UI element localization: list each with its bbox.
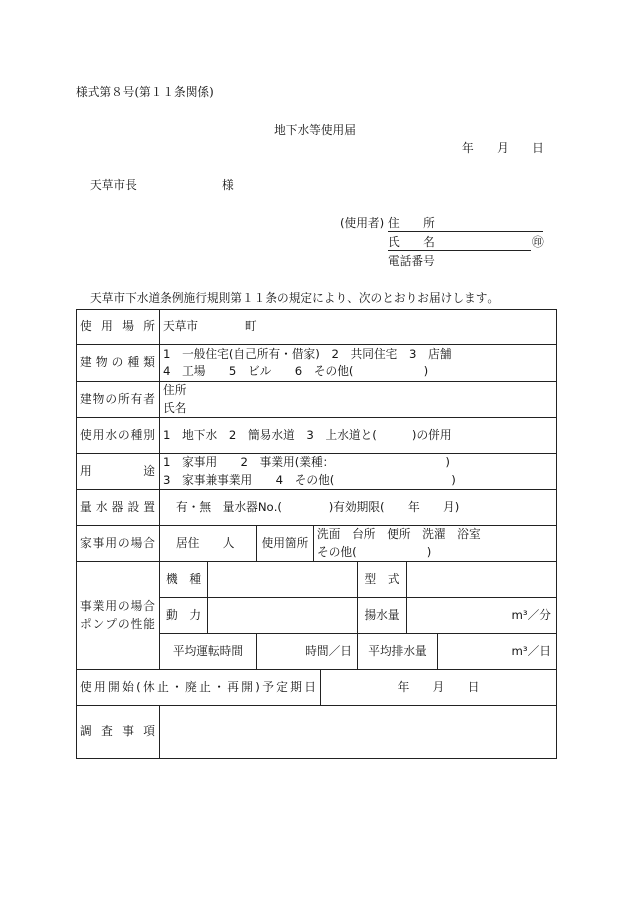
household-places-line2: その他( ): [317, 544, 432, 559]
usage-options-cell: [160, 454, 556, 489]
building-owner-label: 建物の所有者: [80, 391, 155, 406]
water-type-label: 使用水の種別: [80, 427, 155, 442]
pump-hours-label-cell: [160, 634, 256, 669]
building-type-label: 建 物 の 種 類: [80, 355, 155, 370]
applicant-name-label: 氏 名: [388, 235, 435, 249]
application-table: [76, 309, 557, 759]
pump-discharge-label: 平均排水量: [368, 643, 427, 658]
survey-value-field: [160, 706, 556, 758]
water-type-options: 1 地下水 2 簡易水道 3 上水道と( )の併用: [163, 427, 452, 442]
building-type-options-line2: 4 工場 5 ビル 6 その他( ): [163, 364, 429, 378]
applicant-address-line: [388, 231, 543, 232]
pump-pumping-unit: m³／分: [511, 607, 551, 622]
pump-pumping-value-field: [407, 598, 556, 633]
applicant-phone-label: 電話番号: [388, 254, 435, 268]
start-date-label: 使用開始(休止・廃止・再開)予定期日: [80, 679, 316, 694]
pump-type-label-cell: [358, 562, 406, 597]
household-label: 家事用の場合: [80, 535, 155, 550]
household-residents-cell: [160, 526, 256, 561]
start-date-value-cell: [321, 670, 556, 705]
pump-label-cell: [77, 562, 159, 669]
usage-options-line2: 3 家事兼事業用 4 その他( ): [163, 472, 456, 487]
usage-label: 用 途: [80, 463, 155, 478]
pump-model-label-cell: [160, 562, 207, 597]
start-date-value: 年 月 日: [397, 679, 480, 694]
applicant-address-label: 住 所: [388, 216, 435, 230]
pump-type-value-field: [407, 562, 556, 597]
building-type-options-cell: [160, 345, 556, 381]
meter-value-cell: [160, 490, 556, 525]
building-owner-label-cell: [77, 382, 159, 417]
meter-label-cell: [77, 490, 159, 525]
start-date-label-cell: [77, 670, 320, 705]
pump-label-line2: ポンプの性能: [80, 616, 155, 631]
pump-discharge-value-field: [438, 634, 556, 669]
household-residents: 居住 人: [176, 535, 235, 550]
submission-date: 年 月 日: [462, 141, 544, 155]
seal-mark: ㊞: [532, 235, 544, 249]
water-type-label-cell: [77, 418, 159, 453]
addressee-name: 天草市長: [90, 178, 137, 192]
pump-hours-value-field: [257, 634, 357, 669]
household-places-cell: [314, 526, 556, 561]
location-value-cell: [160, 310, 556, 344]
location-label-cell: [77, 310, 159, 344]
location-value: 天草市 町: [163, 319, 257, 334]
pump-hours-unit: 時間／日: [305, 643, 352, 658]
applicant-role: (使用者): [340, 216, 385, 230]
meter-value: 有・無 量水器No.( )有効期限( 年 月): [176, 499, 460, 514]
pump-power-value-field: [208, 598, 357, 633]
pump-model-value-field: [208, 562, 357, 597]
usage-options-line1: 1 家事用 2 事業用(業種： ): [163, 455, 450, 469]
pump-label-line1: 事業用の場合: [80, 599, 155, 613]
pump-pumping-label: 揚水量: [364, 607, 400, 622]
pump-hours-label: 平均運転時間: [172, 643, 244, 658]
building-type-label-cell: [77, 345, 159, 381]
pump-power-label: 動 力: [165, 607, 202, 622]
pump-model-label: 機 種: [165, 571, 202, 586]
building-owner-address-label: 住所: [163, 383, 187, 397]
addressee-honorific: 様: [222, 178, 234, 192]
pump-type-label: 型 式: [364, 571, 400, 586]
household-places-label: 使用箇所: [261, 535, 309, 550]
survey-label: 調 査 事 項: [80, 724, 155, 739]
household-label-cell: [77, 526, 159, 561]
usage-label-cell: [77, 454, 159, 489]
intro-text: 天草市下水道条例施行規則第１１条の規定により、次のとおりお届けします。: [90, 291, 500, 305]
form-number: 様式第８号(第１１条関係): [76, 85, 214, 99]
building-owner-value-cell: [160, 382, 556, 417]
survey-label-cell: [77, 706, 159, 758]
applicant-name-line: [388, 250, 531, 251]
form-title: 地下水等使用届: [274, 123, 356, 137]
building-type-options-line1: 1 一般住宅(自己所有・借家) 2 共同住宅 3 店舗: [163, 346, 452, 361]
location-label: 使 用 場 所: [80, 319, 155, 334]
pump-power-label-cell: [160, 598, 207, 633]
household-places-label-cell: [257, 526, 313, 561]
building-owner-name-label: 氏名: [163, 400, 187, 415]
pump-discharge-label-cell: [358, 634, 437, 669]
pump-discharge-unit: m³／日: [511, 643, 551, 658]
meter-label: 量 水 器 設 置: [80, 499, 155, 514]
pump-pumping-label-cell: [358, 598, 406, 633]
household-places-line1: 洗面 台所 便所 洗濯 浴室: [317, 527, 481, 541]
water-type-options-cell: [160, 418, 556, 453]
